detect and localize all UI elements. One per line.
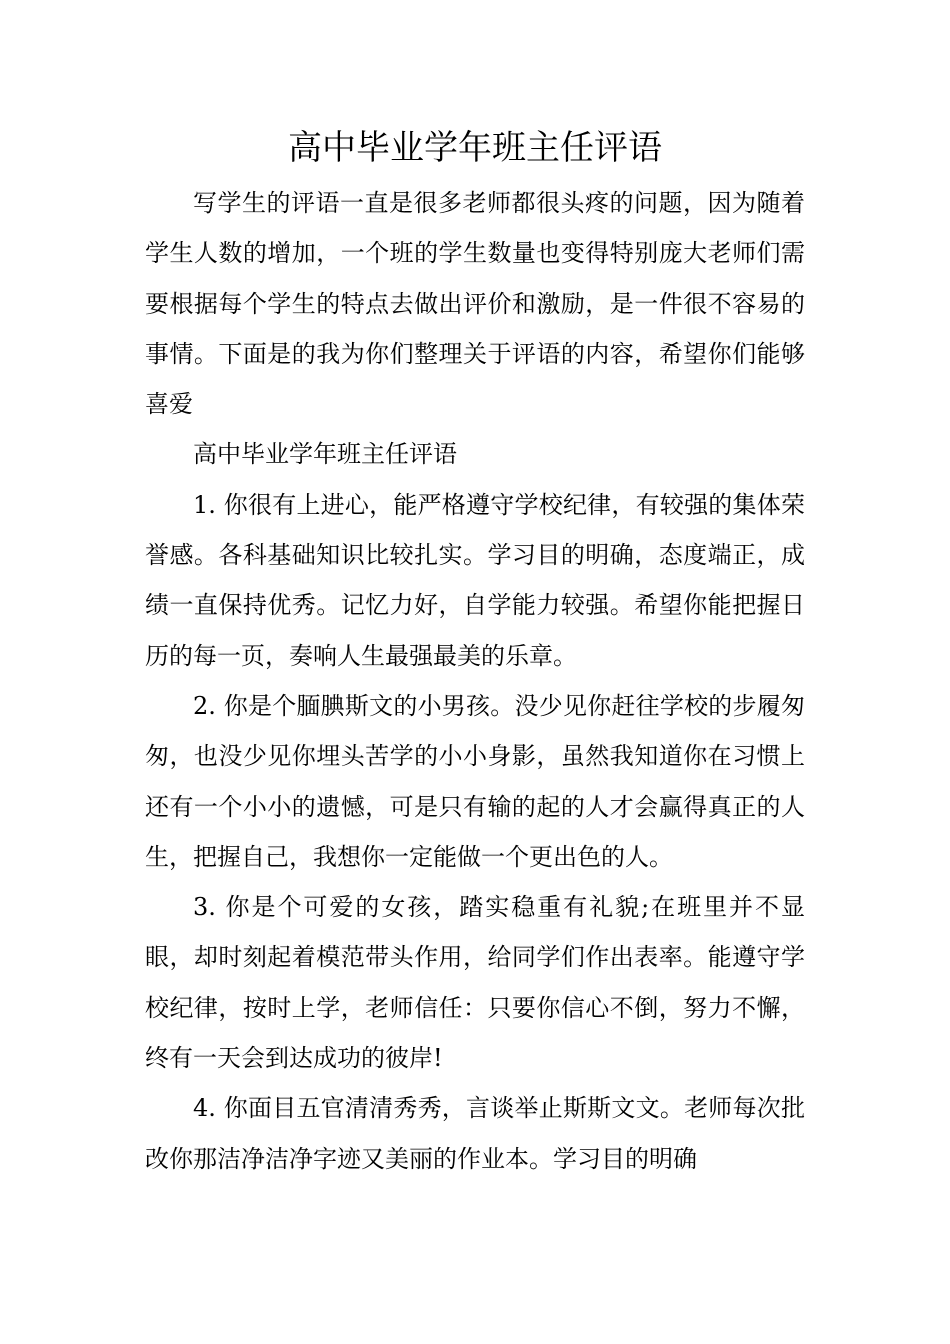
comment-item-1: 1. 你很有上进心，能严格遵守学校纪律，有较强的集体荣誉感。各科基础知识比较扎实。学习目的明确，态度端正，成绩一直保持优秀。记忆力好，自学能力较强。希望你能把握日历的每一页，奏响人生最强最美的乐章。 — [145, 490, 805, 670]
document-body — [145, 178, 805, 1184]
document-title: 高中毕业学年班主任评语 — [288, 128, 662, 168]
comment-item-3: 3. 你是个可爱的女孩，踏实稳重有礼貌;在班里并不显眼，却时刻起着模范带头作用，给同学们作出表率。能遵守学校纪律，按时上学，老师信任：只要你信心不倒，努力不懈，终有一天会到达成功的彼岸! — [145, 893, 805, 1073]
intro-paragraph: 写学生的评语一直是很多老师都很头疼的问题，因为随着学生人数的增加，一个班的学生数量也变得特别庞大老师们需要根据每个学生的特点去做出评价和激励，是一件很不容易的事情。下面是的我为你们整理关于评语的内容，希望你们能够喜爱 — [145, 189, 805, 419]
section-heading: 高中毕业学年班主任评语 — [193, 440, 457, 469]
comment-item-4: 4. 你面目五官清清秀秀，言谈举止斯斯文文。老师每次批改你那洁净洁净字迹又美丽的作业本。学习目的明确 — [145, 1094, 805, 1173]
comment-item-2: 2. 你是个腼腆斯文的小男孩。没少见你赶往学校的步履匆匆，也没少见你埋头苦学的小小身影，虽然我知道你在习惯上还有一个小小的遗憾，可是只有输的起的人才会赢得真正的人生，把握自己，我想你一定能做一个更出色的人。 — [145, 691, 805, 871]
